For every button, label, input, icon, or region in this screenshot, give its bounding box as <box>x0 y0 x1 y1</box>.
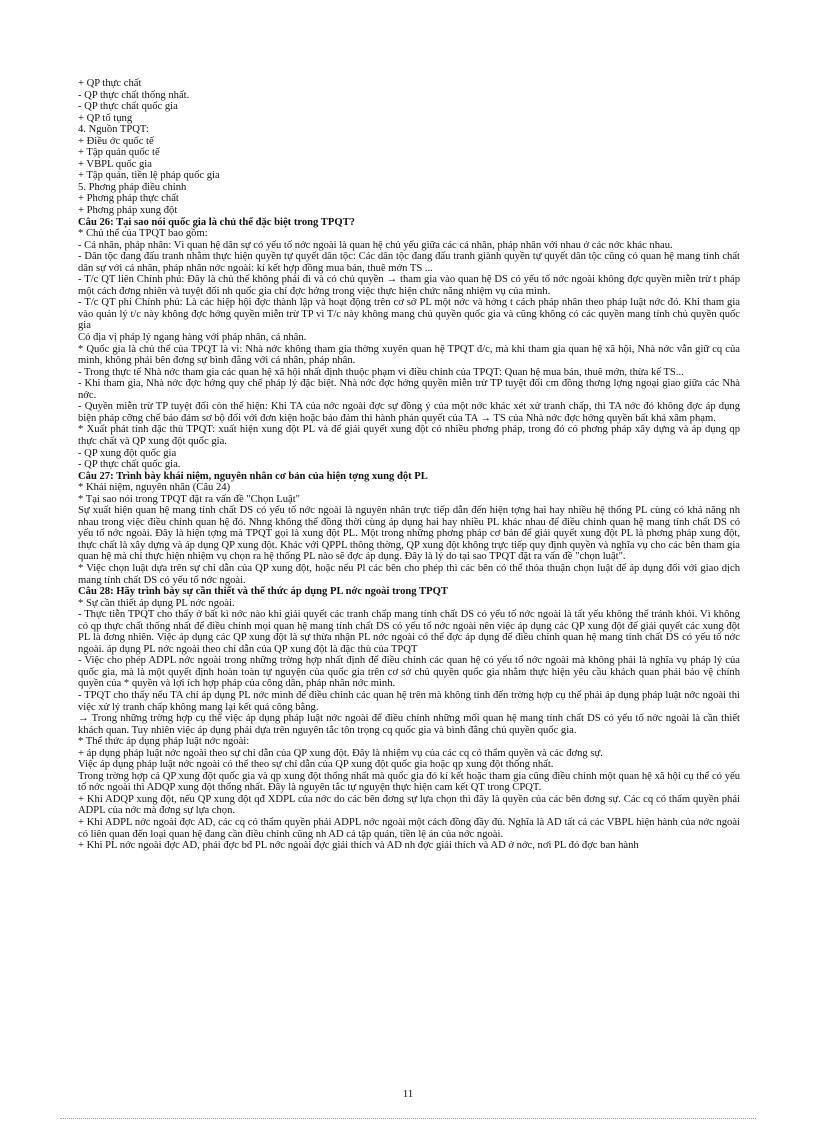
paragraph: * Việc chọn luật dựa trên sự chỉ dẫn của QP xung đột, hoặc nếu Pl các bên cho phép thì các bên có thể thỏa thuận chọn luật để áp dụng đối với giao dịch mang tính chất DS có yếu tố nớc ngoài. <box>78 562 740 586</box>
paragraph: Có địa vị pháp lý ngang hàng với pháp nhân, cá nhân. <box>78 332 307 344</box>
list-item: + Tập quán quốc tế <box>78 147 160 159</box>
footer-divider <box>60 1118 756 1119</box>
list-item: + Điều ớc quốc tế <box>78 135 154 147</box>
list-item: + QP tố tụng <box>78 112 133 124</box>
paragraph: - T/c QT phi Chính phủ: Là các hiệp hội đợc thành lập và hoạt động trên cơ sở PL một nớc và hởng t cách pháp nhân theo pháp luật nớc đó. Khi tham gia vào quản lý t/c này không đợc hởng quyền miễn trừ TP vì T/c này không mang chủ quyền quốc gia và cũng không có các quyền mang tính chủ quyền quốc gia <box>78 297 740 332</box>
paragraph: - Trong thực tế Nhà nớc tham gia các quan hệ xã hội nhất định thuộc phạm vi điều chỉnh của TPQT: Quan hệ mua bán, thuê mớn, thừa kế TS... <box>78 366 684 378</box>
paragraph: - Việc cho phép ADPL nớc ngoài trong những trờng hợp nhất định để điều chỉnh các quan hệ có yếu tố nớc ngoài mà không phải là nghĩa vụ pháp lý của quốc gia, mà là một quyết định hoàn toàn tự nguyện của quốc gia trên cơ sở chủ quyền quốc gia nhằm thực hiện yêu cầu khách quan phải bảo vệ chính quyền của * quyền và lợi ích hợp pháp của công dân, pháp nhân nớc mình. <box>78 655 740 690</box>
paragraph: - Thực tiễn TPQT cho thấy ở bất kì nớc nào khi giải quyết các tranh chấp mang tính chất DS có yếu tố nớc ngoài là tất yếu không thể tránh khỏi. Vì không có qp thực chất thống nhất để điều chỉnh mọi quan hệ mang tính chất DS có yếu tố nớc ngoài nên việc áp dụng các QP xung đột để giải quyết các xung đột PL là đơng nhiên. Việc áp dụng các QP xung đột là sự thừa nhận PL nớc ngoài có thể đợc áp dụng để điều chỉnh quan hệ mang tính chất DS có yếu tố nớc ngoài. áp dụng PL nớc ngoài theo chỉ dẫn của QP xung đột là đặc thù của TPQT <box>78 609 740 655</box>
list-item: + Tập quán, tiền lệ pháp quốc gia <box>78 170 220 182</box>
document-body <box>78 78 740 852</box>
list-item: - QP xung đột quốc gia <box>78 447 177 459</box>
page-number: 11 <box>402 1088 414 1100</box>
paragraph: + Khi ADQP xung đột, nếu QP xung đột qđ XDPL của nớc do các bên đơng sự lựa chọn thì đây là quyền của các bên đơng sự. Các cq có thẩm quyền phải ADPL của nớc mà đơng sự lựa chọn. <box>78 793 740 817</box>
section-heading: 4. Nguồn TPQT: <box>78 124 149 136</box>
list-item: + VBPL quốc gia <box>78 158 152 170</box>
paragraph: - Khi tham gia, Nhà nớc đợc hởng quy chế pháp lý đặc biệt. Nhà nớc đợc hởng quyền miễn trừ TP tuyệt đối cm đồng thơng lợng ngoại giao giữa các Nhà nớc. <box>78 378 740 401</box>
question-heading-27: Câu 27: Trình bày khái niệm, nguyên nhân cơ bản của hiện tợng xung đột PL <box>78 470 428 482</box>
paragraph: * Sự cần thiết áp dụng PL nớc ngoài. <box>78 597 235 609</box>
question-heading-26: Câu 26: Tại sao nói quốc gia là chủ thể đặc biệt trong TPQT? <box>78 216 355 228</box>
paragraph: - Cá nhân, pháp nhân: Vì quan hệ dân sự có yếu tố nớc ngoài là quan hệ chủ yếu giữa các cá nhân, pháp nhân với nhau ở các nớc khác nhau. <box>78 239 673 251</box>
paragraph: * Chủ thể của TPQT bao gồm: <box>78 228 208 240</box>
paragraph: → Trong những trờng hợp cụ thể việc áp dụng pháp luật nớc ngoài để điều chỉnh những mối quan hệ mang tính chất DS có yếu tố nớc ngoài là cần thiết khách quan. Tuy nhiên việc áp dụng phải dựa trên nguyên tắc tôn trọng cq quốc gia và bình đẳng chủ quyền quốc gia. <box>78 713 740 736</box>
list-item: + QP thực chất <box>78 78 142 89</box>
paragraph: Sự xuất hiện quan hệ mang tính chất DS có yếu tố nớc ngoài là nguyên nhân trực tiếp dẫn đến hiện tợng hai hay nhiều hệ thống PL cùng có khả năng nh nhau trong việc điều chỉnh quan hệ đó. Nhng không thể đồng thời cùng áp dụng hai hay nhiều PL khác nhau để điều chỉnh quan hệ mang tính chất DS có yếu tố nớc ngoài. Đây là hiện tợng mà TPQT gọi là xung đột PL. Một trong những phơng pháp cơ bản để giải quyết xung đột PL là phơng pháp xung đột, thực chất là xây dựng và áp dụng QP xung đột. Khác với QPPL thông thờng, QP xung đột không trực tiếp quy định quyền và nghĩa vụ cho các bên tham gia quan hệ mà chỉ thực hiện nhiệm vụ chọn ra hệ thống PL nào sẽ đợc áp dụng. Đây là lý do tại sao TPQT đặt ra vấn đề "chọn luật". <box>78 505 740 563</box>
paragraph: * Quốc gia là chủ thể của TPQT là vì: Nhà nớc không tham gia thờng xuyên quan hệ TPQT đ/c, mà khi tham gia quan hệ xã hội, Nhà nớc vẫn giữ cq của mình, không phải bên đơng sự bình đẳng với cá nhân, pháp nhân. <box>78 343 740 367</box>
list-item: + Phơng pháp xung đột <box>78 205 178 217</box>
paragraph: + Khi ADPL nớc ngoài đợc AD, các cq có thẩm quyền phải ADPL nớc ngoài một cách đồng đầy đủ. Nghĩa là AD tất cả các VBPL hiện hành của nớc ngoài có liên quan đến loại quan hệ đang cần điều chỉnh cũng nh AD cả tập quán, tiền lệ án của nớc ngoài. <box>78 817 740 840</box>
paragraph: + Khi PL nớc ngoài đợc AD, phải đợc bđ PL nớc ngoài đợc giải thích và AD nh đợc giải thích và AD ở nớc, nơi PL đó đợc ban hành <box>78 840 639 852</box>
paragraph: * Tại sao nói trong TPQT đặt ra vấn đề "Chọn Luật" <box>78 493 300 505</box>
paragraph: - T/c QT liên Chính phủ: Đây là chủ thể không phải đi và có chủ quyền → tham gia vào quan hệ DS có yếu tố nớc ngoài không đợc quyền miễn trừ t pháp một cách đơng nhiên và tuyệt đối nh quốc gia chỉ đợc hởng trong việc thực hiện chức năng nhiệm vụ của mình. <box>78 274 740 297</box>
list-item: + Phơng pháp thực chất <box>78 193 179 205</box>
paragraph: - Dân tộc đang đấu tranh nhằm thực hiện quyền tự quyết dân tộc: Các dân tộc đang đấu tranh giành quyền tự quyết dân tộc cũng có quan hệ mang tính chất dân sự với cá nhân, pháp nhân nớc ngoài: kí kết hợp đồng mua bán, thuê mớn TS ... <box>78 251 740 274</box>
paragraph: * Thể thức áp dụng pháp luật nớc ngoài: <box>78 736 250 748</box>
section-heading: 5. Phơng pháp điều chỉnh <box>78 181 187 193</box>
paragraph: Việc áp dụng pháp luật nớc ngoài có thể theo sự chỉ dẫn của QP xung đột quốc gia hoặc qp xung đột thống nhất. <box>78 759 554 771</box>
paragraph: Trong trờng hợp cả QP xung đột quốc gia và qp xung đột thống nhất mà quốc gia đó kí kết hoặc tham gia cũng điều chỉnh một quan hệ xã hội cụ thể có yếu tố nớc ngoài thì ADQP xung đột thống nhất. Đây là nguyên tắc tự nguyện thực hiện cam kết QT trong CPQT. <box>78 770 740 794</box>
paragraph: + áp dụng pháp luật nớc ngoài theo sự chỉ dẫn của QP xung đột. Đây là nhiệm vụ của các cq có thẩm quyền và các đơng sự. <box>78 747 603 759</box>
paragraph: - TPQT cho thấy nếu TA chỉ áp dụng PL nớc mình để điều chỉnh các quan hệ trên mà không tính đến trờng hợp cụ thể phải áp dụng pháp luật nớc ngoài thì việc xử lý tranh chấp không mang lại kết quả công bằng. <box>78 689 740 713</box>
paragraph: * Khái niệm, nguyên nhân (Câu 24) <box>78 482 231 494</box>
paragraph: - Quyền miễn trừ TP tuyệt đối còn thể hiện: Khi TA của nớc ngoài đợc sự đồng ý của một nớc khác xét xử tranh chấp, thì TA nớc đó không đợc áp dụng biện pháp cỡng chế bảo đảm sơ bộ đối với đơn kiện hoặc bảo đảm thi hành phán quyết của TA → TS của Nhà nớc đợc hởng quyền bất khả xâm phạm. <box>78 401 740 424</box>
paragraph: * Xuất phát tính đặc thù TPQT: xuất hiện xung đột PL và để giải quyết xung đột có nhiều phơng pháp, trong đó có phơng pháp xây dựng và áp dụng qp thực chất và QP xung đột quốc gia. <box>78 424 740 447</box>
list-item: - QP thực chất quốc gia. <box>78 459 181 471</box>
question-heading-28: Câu 28: Hãy trình bày sự cần thiết và thể thức áp dụng PL nớc ngoài trong TPQT <box>78 586 448 598</box>
list-item: - QP thực chất quốc gia <box>78 101 178 113</box>
list-item: - QP thực chất thống nhất. <box>78 89 190 101</box>
